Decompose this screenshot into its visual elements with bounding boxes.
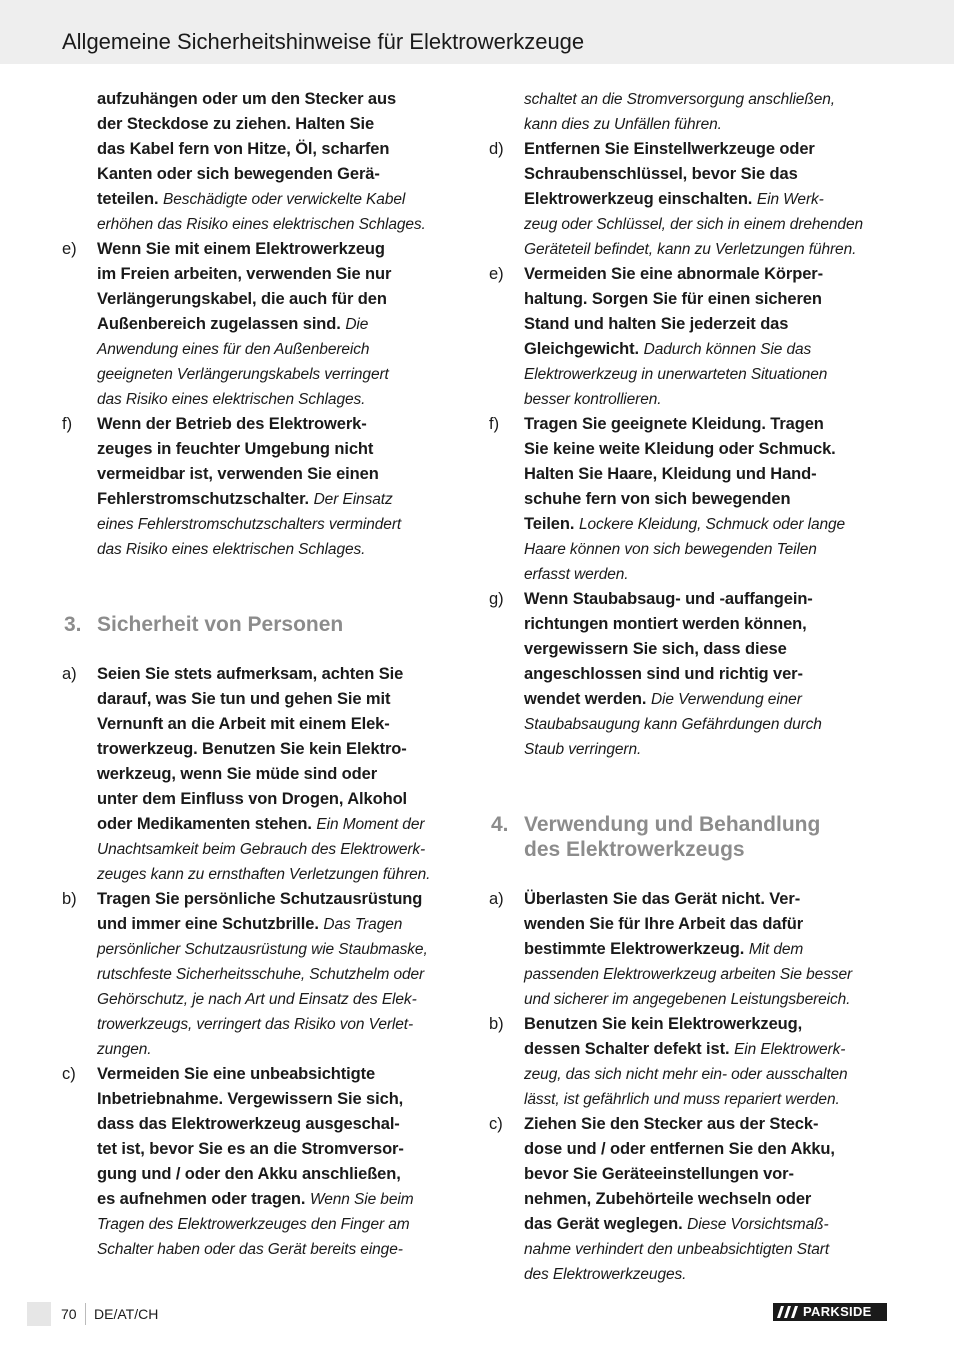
bold-line: Inbetriebnahme. Vergewissern Sie sich, xyxy=(97,1090,404,1108)
italic-line: Dadurch können Sie das xyxy=(643,341,812,358)
bold-line: Halten Sie Haare, Kleidung und Hand- xyxy=(524,465,817,483)
italic-line: Unachtsamkeit beim Gebrauch des Elektrowerk- xyxy=(97,841,426,858)
italic-line: besser kontrollieren. xyxy=(524,391,662,408)
bold-line: wenden Sie für Ihre Arbeit das dafür xyxy=(524,915,804,933)
bold-line: bevor Sie Geräteeinstellungen vor- xyxy=(524,1165,794,1183)
item-text xyxy=(97,887,438,1062)
italic-line: rutschfeste Sicherheitsschuhe, Schutzhelm oder xyxy=(97,966,425,983)
bold-line: dose und / oder entfernen Sie den Akku, xyxy=(524,1140,835,1158)
italic-line: Diese Vorsichtsmaß- xyxy=(687,1216,829,1233)
bold-line: Entfernen Sie Einstellwerkzeuge oder xyxy=(524,140,815,158)
bold-line: dass das Elektrowerkzeug ausgeschal- xyxy=(97,1115,400,1133)
italic-line: Das Tragen xyxy=(323,916,403,933)
italic-line: Staubabsaugung kann Gefährdungen durch xyxy=(524,716,822,733)
footer-divider xyxy=(85,1303,86,1325)
bold-line: Überlasten Sie das Gerät nicht. Ver- xyxy=(524,890,801,908)
italic-line: Beschädigte oder verwickelte Kabel xyxy=(163,191,406,208)
bold-line: es aufnehmen oder tragen. xyxy=(97,1190,306,1208)
list-item-d xyxy=(489,137,891,262)
italic-line: kann dies zu Unfällen führen. xyxy=(524,116,722,133)
item-text xyxy=(524,887,891,1012)
bold-line: werkzeug, wenn Sie müde sind oder xyxy=(97,765,378,783)
bold-line: Elektrowerkzeug einschalten. xyxy=(524,190,753,208)
item-text xyxy=(524,137,891,262)
item-label: c) xyxy=(489,1115,503,1133)
item-label: f) xyxy=(62,415,73,433)
parkside-logo xyxy=(773,1303,887,1321)
item-text xyxy=(97,87,438,237)
item-label: f) xyxy=(489,415,500,433)
section-title: Sicherheit von Personen xyxy=(97,613,344,636)
bold-line: haltung. Sorgen Sie für einen sicheren xyxy=(524,290,822,308)
bold-line: schuhe fern von sich bewegenden xyxy=(524,490,791,508)
item-label: b) xyxy=(489,1015,504,1033)
italic-line: persönlicher Schutzausrüstung wie Staubmaske, xyxy=(97,941,428,958)
bold-line: Gleichgewicht. xyxy=(524,340,640,358)
bold-line: trowerkzeug. Benutzen Sie kein Elektro- xyxy=(97,740,407,758)
bold-line: Wenn Sie mit einem Elektrowerkzeug xyxy=(97,240,385,258)
section-3-heading xyxy=(62,612,438,637)
left-column xyxy=(62,87,438,1262)
list-item-f xyxy=(489,412,891,587)
bold-line: Vermeiden Sie eine unbeabsichtigte xyxy=(97,1065,376,1083)
italic-line: Anwendung eines für den Außenbereich xyxy=(97,341,370,358)
right-column xyxy=(489,87,891,1287)
italic-line: des Elektrowerkzeuges. xyxy=(524,1266,687,1283)
section-title: Verwendung und Behandlung xyxy=(524,813,821,836)
bold-line: gung und / oder den Akku anschließen, xyxy=(97,1165,401,1183)
bold-line: unter dem Einfluss von Drogen, Alkohol xyxy=(97,790,408,808)
italic-line: Die xyxy=(345,316,369,333)
italic-line: Mit dem xyxy=(748,941,804,958)
italic-line: passenden Elektrowerkzeug arbeiten Sie besser xyxy=(524,966,853,983)
bold-line: Wenn Staubabsaug- und -auffangein- xyxy=(524,590,813,608)
logo-stripes-icon xyxy=(777,1306,799,1318)
italic-line: Staub verringern. xyxy=(524,741,642,758)
list-item-a xyxy=(62,662,438,887)
bold-line: Sie keine weite Kleidung oder Schmuck. xyxy=(524,440,836,458)
italic-line: zungen. xyxy=(97,1041,152,1058)
item-label: a) xyxy=(62,665,77,683)
item-text xyxy=(97,237,438,412)
footer-marker-box xyxy=(27,1302,51,1326)
bold-line: bestimmte Elektrowerkzeug. xyxy=(524,940,745,958)
italic-line: Geräteteil befindet, kann zu Verletzungen führen. xyxy=(524,241,857,258)
bold-line: Schraubenschlüssel, bevor Sie das xyxy=(524,165,798,183)
item-label: d) xyxy=(489,140,504,158)
list-item-b xyxy=(62,887,438,1062)
item-label: g) xyxy=(489,590,504,608)
item-label: b) xyxy=(62,890,77,908)
item-label: a) xyxy=(489,890,504,908)
italic-line: Schalter haben oder das Gerät bereits einge- xyxy=(97,1241,403,1258)
italic-line: das Risiko eines elektrischen Schlages. xyxy=(97,541,366,558)
item-text xyxy=(97,1062,438,1262)
item-label: e) xyxy=(62,240,77,258)
italic-line: nahme verhindert den unbeabsichtigten Start xyxy=(524,1241,830,1258)
bold-line: nehmen, Zubehörteile wechseln oder xyxy=(524,1190,812,1208)
bold-line: Teilen. xyxy=(524,515,575,533)
bold-line: Verlängerungskabel, die auch für den xyxy=(97,290,387,308)
item-label: e) xyxy=(489,265,504,283)
bold-line: vermeidbar ist, verwenden Sie einen xyxy=(97,465,379,483)
italic-line: Gehörschutz, je nach Art und Einsatz des Elek- xyxy=(97,991,417,1008)
bold-line: Ziehen Sie den Stecker aus der Steck- xyxy=(524,1115,819,1133)
bold-line: dessen Schalter defekt ist. xyxy=(524,1040,730,1058)
italic-line: zeug oder Schlüssel, der sich in einem drehenden xyxy=(524,216,863,233)
italic-line: eines Fehlerstromschutzschalters vermindert xyxy=(97,516,402,533)
list-item-f xyxy=(62,412,438,562)
page-header-title: Allgemeine Sicherheitshinweise für Elektrowerkzeuge xyxy=(62,29,585,54)
page-number: 70 xyxy=(61,1306,77,1322)
list-item-b xyxy=(489,1012,891,1112)
bold-line: oder Medikamenten stehen. xyxy=(97,815,312,833)
item-continued xyxy=(62,87,438,237)
italic-line: Ein Moment der xyxy=(316,816,425,833)
bold-line: und immer eine Schutzbrille. xyxy=(97,915,319,933)
list-item-c xyxy=(489,1112,891,1287)
item-text xyxy=(524,87,891,137)
italic-line: und sicherer im angegebenen Leistungsbereich. xyxy=(524,991,851,1008)
bold-line: Vermeiden Sie eine abnormale Körper- xyxy=(524,265,824,283)
bold-line: zeuges in feuchter Umgebung nicht xyxy=(97,440,374,458)
bold-line: Vernunft an die Arbeit mit einem Elek- xyxy=(97,715,390,733)
italic-line: Die Verwendung einer xyxy=(650,691,802,708)
italic-line: erhöhen das Risiko eines elektrischen Schlages. xyxy=(97,216,426,233)
item-text xyxy=(97,412,438,562)
section-number: 3. xyxy=(64,613,82,636)
italic-line: Tragen des Elektrowerkzeuges den Finger am xyxy=(97,1216,410,1233)
item-label: c) xyxy=(62,1065,76,1083)
bold-line: richtungen montiert werden können, xyxy=(524,615,807,633)
italic-line: schaltet an die Stromversorgung anschließen, xyxy=(524,91,835,108)
italic-line: zeug, das sich nicht mehr ein- oder ausschalten xyxy=(524,1066,848,1083)
item-text xyxy=(97,662,438,887)
italic-line: erfasst werden. xyxy=(524,566,629,583)
italic-line: Haare können von sich bewegenden Teilen xyxy=(524,541,817,558)
bold-line: Außenbereich zugelassen sind. xyxy=(97,315,341,333)
logo-text: PARKSIDE xyxy=(803,1304,872,1319)
section-number: 4. xyxy=(491,813,509,836)
bold-line: Benutzen Sie kein Elektrowerkzeug, xyxy=(524,1015,803,1033)
list-item-e xyxy=(489,262,891,412)
italic-line: Wenn Sie beim xyxy=(309,1191,414,1208)
bold-line: Kanten oder sich bewegenden Gerä- xyxy=(97,165,380,183)
bold-line: angeschlossen sind und richtig ver- xyxy=(524,665,803,683)
footer-region: DE/AT/CH xyxy=(94,1306,159,1322)
bold-line: aufzuhängen oder um den Stecker aus xyxy=(97,90,397,108)
bold-line: im Freien arbeiten, verwenden Sie nur xyxy=(97,265,392,283)
item-continued xyxy=(489,87,891,137)
bold-line: das Kabel fern von Hitze, Öl, scharfen xyxy=(97,140,390,158)
italic-line: Lockere Kleidung, Schmuck oder lange xyxy=(578,516,846,533)
item-text xyxy=(524,262,891,412)
bold-line: tet ist, bevor Sie es an die Stromversor- xyxy=(97,1140,404,1158)
italic-line: Elektrowerkzeug in unerwarteten Situationen xyxy=(524,366,828,383)
italic-line: geeigneten Verlängerungskabels verringert xyxy=(97,366,389,383)
bold-line: teteilen. xyxy=(97,190,159,208)
italic-line: Ein Werk- xyxy=(756,191,824,208)
item-text xyxy=(524,1012,891,1112)
list-item-g xyxy=(489,587,891,762)
italic-line: Der Einsatz xyxy=(313,491,393,508)
list-item-e xyxy=(62,237,438,412)
bold-line: Wenn der Betrieb des Elektrowerk- xyxy=(97,415,367,433)
list-item-a xyxy=(489,887,891,1012)
bold-line: Fehlerstromschutzschalter. xyxy=(97,490,309,508)
item-text xyxy=(524,412,891,587)
italic-line: das Risiko eines elektrischen Schlages. xyxy=(97,391,366,408)
italic-line: zeuges kann zu ernsthaften Verletzungen führen. xyxy=(97,866,431,883)
bold-line: der Steckdose zu ziehen. Halten Sie xyxy=(97,115,375,133)
bold-line: vergewissern Sie sich, dass diese xyxy=(524,640,787,658)
bold-line: darauf, was Sie tun und gehen Sie mit xyxy=(97,690,391,708)
bold-line: Stand und halten Sie jederzeit das xyxy=(524,315,789,333)
bold-line: Seien Sie stets aufmerksam, achten Sie xyxy=(97,665,404,683)
section-title: des Elektrowerkzeugs xyxy=(524,838,745,861)
italic-line: lässt, ist gefährlich und muss repariert werden. xyxy=(524,1091,840,1108)
italic-line: Ein Elektrowerk- xyxy=(734,1041,846,1058)
section-4-heading xyxy=(489,812,891,862)
bold-line: wendet werden. xyxy=(524,690,647,708)
bold-line: das Gerät weglegen. xyxy=(524,1215,683,1233)
italic-line: trowerkzeugs, verringert das Risiko von Verlet- xyxy=(97,1016,414,1033)
list-item-c xyxy=(62,1062,438,1262)
item-text xyxy=(524,1112,891,1287)
bold-line: Tragen Sie geeignete Kleidung. Tragen xyxy=(524,415,824,433)
bold-line: Tragen Sie persönliche Schutzausrüstung xyxy=(97,890,423,908)
item-text xyxy=(524,587,891,762)
